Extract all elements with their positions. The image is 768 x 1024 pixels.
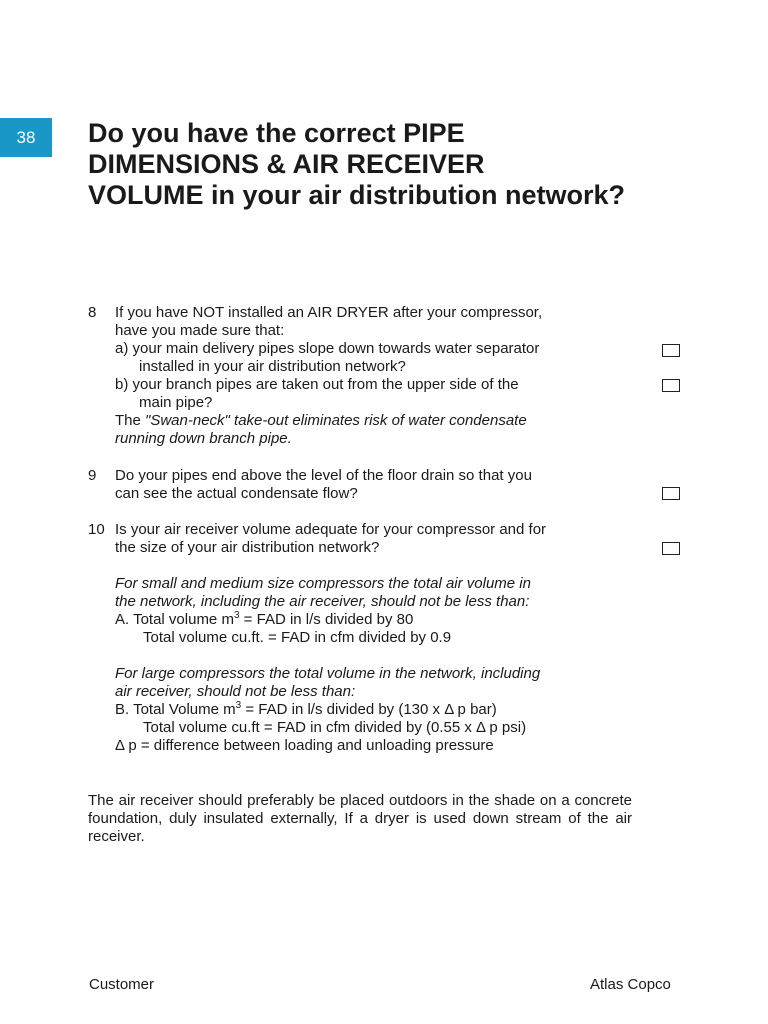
swan-neck-note [115, 412, 688, 430]
checkbox-8b[interactable] [662, 379, 680, 392]
formula-a [115, 611, 688, 629]
page-title [88, 118, 728, 211]
footer-company: Atlas Copco [590, 976, 671, 993]
formula-a-imperial: Total volume cu.ft. = FAD in cfm divided by 0.9 [143, 629, 452, 646]
note-prefix: The [115, 412, 146, 429]
superscript: 3 [235, 700, 242, 711]
question-number: 9 [88, 467, 97, 484]
formula-b-pre: B. Total Volume m [115, 701, 236, 718]
closing-paragraph: The air receiver should preferably be placed outdoors in the shade on a concrete foundation, duly insulated externally, If a dryer is used down stream of the air receiver. [88, 792, 632, 845]
checkbox-9[interactable] [662, 487, 680, 500]
large-compressor-note: air receiver, should not be less than: [115, 683, 356, 700]
note-italic: "Swan-neck" take-out eliminates risk of water condensate [145, 412, 527, 429]
title-line: DIMENSIONS & AIR RECEIVER [88, 149, 485, 179]
spacer [115, 647, 688, 665]
sub-item-b-cont: main pipe? [139, 394, 213, 411]
question-text: Do your pipes end above the level of the floor drain so that you [115, 467, 532, 484]
question-text: have you made sure that: [115, 322, 285, 339]
formula-b-post: = FAD in l/s divided by (130 x Δ p bar) [241, 701, 497, 718]
formula-b-imperial: Total volume cu.ft = FAD in cfm divided by (0.55 x Δ p psi) [143, 719, 527, 736]
sub-item-a: a) your main delivery pipes slope down towards water separator [115, 340, 540, 357]
formula-a-pre: A. Total volume m [115, 611, 234, 628]
title-line: VOLUME in your air distribution network? [88, 180, 626, 210]
small-compressor-note: For small and medium size compressors the total air volume in [115, 575, 531, 592]
question-text: If you have NOT installed an AIR DRYER after your compressor, [115, 304, 543, 321]
checkbox-10[interactable] [662, 542, 680, 555]
question-8 [88, 304, 688, 448]
spacer [115, 557, 688, 575]
delta-p-definition: Δ p = difference between loading and unloading pressure [115, 737, 494, 754]
question-text: can see the actual condensate flow? [115, 485, 358, 502]
sub-item-b: b) your branch pipes are taken out from the upper side of the [115, 376, 519, 393]
question-10 [88, 521, 688, 755]
title-line: Do you have the correct PIPE [88, 118, 465, 148]
question-number: 10 [88, 521, 105, 538]
formula-a-post: = FAD in l/s divided by 80 [239, 611, 414, 628]
footer-customer: Customer [89, 976, 155, 993]
small-compressor-note: the network, including the air receiver, should not be less than: [115, 593, 530, 610]
question-text: Is your air receiver volume adequate for your compressor and for [115, 521, 547, 538]
note-italic-cont: running down branch pipe. [115, 430, 292, 447]
page-number-tab: 38 [0, 118, 52, 157]
formula-b [115, 701, 688, 719]
question-9 [88, 467, 688, 503]
sub-item-a-cont: installed in your air distribution network? [139, 358, 406, 375]
question-number: 8 [88, 304, 97, 321]
question-text: the size of your air distribution network? [115, 539, 380, 556]
checkbox-8a[interactable] [662, 344, 680, 357]
large-compressor-note: For large compressors the total volume in the network, including [115, 665, 541, 682]
superscript: 3 [233, 610, 240, 621]
